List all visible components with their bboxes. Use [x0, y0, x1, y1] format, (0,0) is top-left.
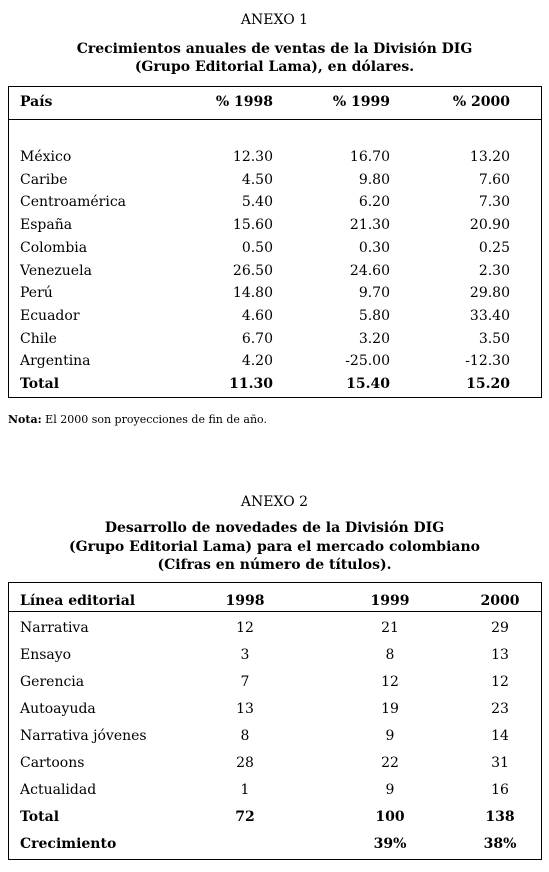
annex2-growth-label: Crecimiento	[20, 836, 117, 852]
annex2-value-cell: 19	[381, 701, 399, 717]
annex2-total-label: Total	[20, 809, 60, 825]
annex1-note-label: Nota:	[8, 413, 42, 426]
annex1-header-1: % 1998	[215, 94, 273, 110]
annex1-header-divider	[9, 119, 541, 120]
annex2-value-cell: 16	[491, 782, 509, 798]
annex1-country-cell: Caribe	[20, 172, 68, 188]
annex1-value-cell: 9.70	[358, 285, 390, 301]
annex1-country-cell: México	[20, 149, 72, 165]
annex2-value-cell: 12	[236, 620, 254, 636]
annex1-value-cell: 24.60	[349, 263, 390, 279]
annex2-value-cell: 8	[240, 728, 250, 744]
annex1-header-2: % 1999	[332, 94, 390, 110]
annex1-value-cell: 5.80	[358, 308, 390, 324]
annex1-value-cell: 6.70	[241, 331, 273, 347]
annex2-value-cell: 21	[381, 620, 399, 636]
annex2-header-3: 2000	[480, 593, 520, 609]
annex1-value-cell: 4.20	[241, 353, 273, 369]
annex2-line-cell: Narrativa	[20, 620, 89, 636]
annex1-value-cell: 20.90	[469, 217, 510, 233]
annex2-title-line1: Desarrollo de novedades de la División DIG	[104, 520, 445, 536]
annex1-header-0: País	[20, 94, 53, 110]
annex2-value-cell: 14	[491, 728, 509, 744]
annex1-country-cell: Venezuela	[20, 263, 92, 279]
annex2-value-cell: 28	[236, 755, 254, 771]
annex2-value-cell: 31	[491, 755, 509, 771]
annex2-value-cell: 13	[491, 647, 509, 663]
annex1-total-label: Total	[20, 376, 60, 392]
annex1-value-cell: 16.70	[349, 149, 390, 165]
annex2-value-cell: 9	[385, 728, 395, 744]
annex1-value-cell: 0.25	[478, 240, 510, 256]
annex1-header-3: % 2000	[452, 94, 510, 110]
annex1-country-cell: Ecuador	[20, 308, 80, 324]
annex1-country-cell: Colombia	[20, 240, 88, 256]
annex2-value-cell: 12	[381, 674, 399, 690]
annex1-value-cell: 15.60	[232, 217, 273, 233]
annex1-total-value: 15.40	[346, 376, 390, 392]
annex2-heading: ANEXO 2	[240, 494, 309, 510]
annex1-total-value: 11.30	[229, 376, 273, 392]
annex2-line-cell: Autoayuda	[20, 701, 96, 717]
annex1-value-cell: 21.30	[349, 217, 390, 233]
annex2-header-2: 1999	[370, 593, 410, 609]
annex2-value-cell: 9	[385, 782, 395, 798]
annex1-total-value: 15.20	[466, 376, 510, 392]
annex1-value-cell: -12.30	[465, 353, 510, 369]
annex2-value-cell: 1	[240, 782, 250, 798]
annex1-value-cell: -25.00	[345, 353, 390, 369]
annex1-value-cell: 4.60	[241, 308, 273, 324]
annex1-country-cell: Centroamérica	[20, 194, 127, 210]
annex2-line-cell: Cartoons	[20, 755, 85, 771]
annex1-value-cell: 3.20	[358, 331, 390, 347]
annex1-value-cell: 0.50	[241, 240, 273, 256]
annex1-value-cell: 0.30	[358, 240, 390, 256]
annex2-line-cell: Ensayo	[20, 647, 72, 663]
annex2-header-1: 1998	[225, 593, 265, 609]
annex1-note-text: El 2000 son proyecciones de fin de año.	[41, 413, 267, 426]
annex2-header-0: Línea editorial	[20, 593, 136, 609]
annex2-value-cell: 29	[491, 620, 509, 636]
annex1-value-cell: 7.60	[478, 172, 510, 188]
annex2-total-value: 138	[485, 809, 515, 825]
annex1-heading: ANEXO 1	[240, 12, 309, 28]
annex1-value-cell: 2.30	[478, 263, 510, 279]
annex2-line-cell: Gerencia	[20, 674, 85, 690]
annex1-value-cell: 7.30	[478, 194, 510, 210]
annex2-value-cell: 23	[491, 701, 509, 717]
annex2-value-cell: 7	[240, 674, 250, 690]
annex2-header-divider	[9, 611, 541, 612]
annex1-value-cell: 6.20	[358, 194, 390, 210]
annex2-growth-value: 39%	[373, 836, 407, 852]
annex1-country-cell: Argentina	[20, 353, 91, 369]
annex2-growth-value: 38%	[483, 836, 517, 852]
annex1-value-cell: 29.80	[469, 285, 510, 301]
annex2-value-cell: 12	[491, 674, 509, 690]
annex1-country-cell: Perú	[20, 285, 53, 301]
annex1-value-cell: 12.30	[232, 149, 273, 165]
annex1-value-cell: 4.50	[241, 172, 273, 188]
annex2-total-value: 100	[375, 809, 405, 825]
annex1-note	[8, 413, 267, 426]
annex2-line-cell: Narrativa jóvenes	[20, 728, 147, 744]
annex1-value-cell: 14.80	[232, 285, 273, 301]
annex1-value-cell: 26.50	[232, 263, 273, 279]
annex2-value-cell: 13	[236, 701, 254, 717]
annex2-title-line2: (Grupo Editorial Lama) para el mercado colombiano	[69, 539, 480, 555]
annex1-value-cell: 3.50	[478, 331, 510, 347]
annex2-line-cell: Actualidad	[20, 782, 97, 798]
annex1-country-cell: Chile	[20, 331, 57, 347]
annex1-value-cell: 13.20	[469, 149, 510, 165]
annex1-country-cell: España	[20, 217, 73, 233]
annex2-value-cell: 3	[240, 647, 250, 663]
annex1-value-cell: 33.40	[469, 308, 510, 324]
annex1-title-line1: Crecimientos anuales de ventas de la División DIG	[76, 41, 473, 57]
annex2-value-cell: 8	[385, 647, 395, 663]
annex1-value-cell: 5.40	[241, 194, 273, 210]
annex2-value-cell: 22	[381, 755, 399, 771]
annex2-total-value: 72	[235, 809, 255, 825]
annex2-title-line3: (Cifras en número de títulos).	[157, 557, 392, 573]
annex1-value-cell: 9.80	[358, 172, 390, 188]
annex1-title-line2: (Grupo Editorial Lama), en dólares.	[134, 59, 415, 75]
